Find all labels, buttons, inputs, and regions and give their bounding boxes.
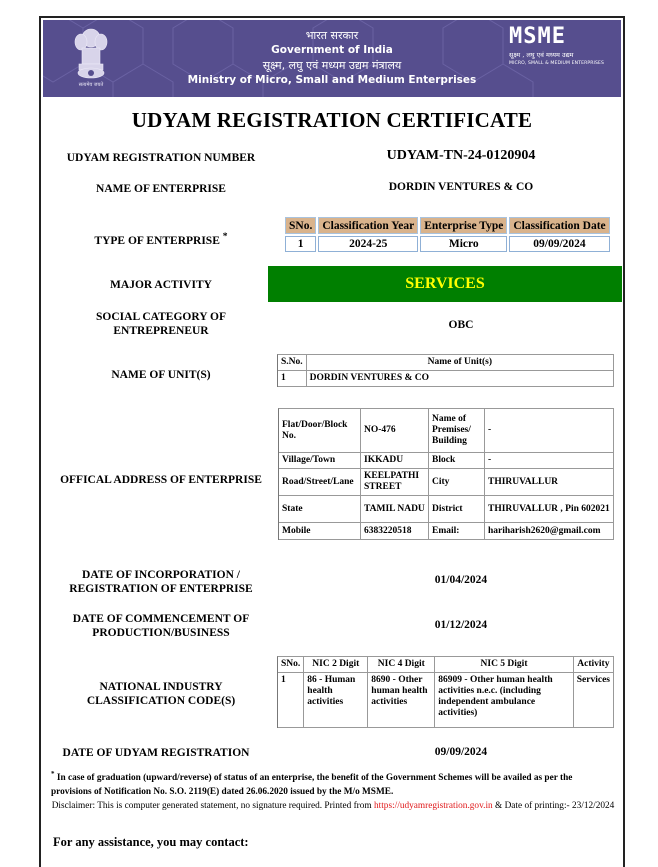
msme-logo-word: MSME [509,24,566,49]
value-city: THIRUVALLUR [485,469,614,496]
social-category-value: OBC [448,319,474,331]
cell-nic-2: 86 - Human health activities [304,673,368,728]
label-block: Block [429,453,485,469]
major-activity-value: SERVICES [268,266,622,302]
hindi-ministry-text: सूक्ष्म, लघु एवं मध्यम उद्यम मंत्रालय [262,59,402,72]
enterprise-name-label: NAME OF ENTERPRISE [96,183,226,195]
footnote-marker: * [222,231,228,242]
cell-sno: 1 [278,673,304,728]
commencement-date-value: 01/12/2024 [434,619,488,631]
commencement-label-line1: DATE OF COMMENCEMENT OF [72,613,250,625]
nic-header-row [278,657,614,673]
government-text: Government of India [271,44,393,56]
value-district: THIRUVALLUR , Pin 602021 [485,496,614,523]
label-flat-door: Flat/Door/Block No. [279,409,361,453]
header-classification-year: Classification Year [318,217,418,234]
label-mobile: Mobile [279,523,361,540]
label-state: State [279,496,361,523]
address-row [279,496,614,523]
incorporation-label-line2: REGISTRATION OF ENTERPRISE [69,583,253,595]
header-nic-5: NIC 5 Digit [435,657,573,673]
footnote-text: In case of graduation (upward/reverse) of status of an enterprise, the benefit of the Government Schemes will be availed as per the provisions of Notification No. S.O. 2119(E) dated 26.06.2020 issued by the M/o MSME. [51,773,573,798]
udyam-registration-date-label: DATE OF UDYAM REGISTRATION [62,747,250,759]
msme-logo-hindi: सूक्ष्म , लघु एवं मध्यम उद्यम [509,51,574,59]
units-label: NAME OF UNIT(S) [111,369,211,381]
value-email: hariharish2620@gmail.com [485,523,614,540]
incorporation-date-label [61,568,261,596]
header-banner [43,20,621,97]
cell-nic-5: 86909 - Other human health activities n.e.c. (including independent ambulance activities) [435,673,573,728]
header-nic-4: NIC 4 Digit [368,657,435,673]
major-activity-label: MAJOR ACTIVITY [110,279,212,291]
cell-unit-name: DORDIN VENTURES & CO [307,371,614,387]
header-activity: Activity [574,657,614,673]
nic-label-line1: NATIONAL INDUSTRY [99,681,223,693]
udyam-registration-link[interactable]: https://udyamregistration.gov.in [373,801,493,811]
assistance-heading: For any assistance, you may contact: [53,835,249,849]
address-label: OFFICAL ADDRESS OF ENTERPRISE [60,474,262,486]
label-premises: Name of Premises/ Building [429,409,485,453]
header-enterprise-type: Enterprise Type [420,217,507,234]
table-row [285,236,610,252]
enterprise-name-value: DORDIN VENTURES & CO [388,181,534,193]
cell-classification-date: 09/09/2024 [509,236,609,252]
certificate-page [39,16,625,867]
printing-date-text: & Date of printing:- 23/12/2024 [492,801,615,811]
commencement-label-line2: PRODUCTION/BUSINESS [92,627,230,639]
cell-nic-4: 8690 - Other human health activities [368,673,435,728]
disclaimer-text: Disclaimer: This is computer generated statement, no signature required. Printed from [51,801,374,811]
header-unit-name: Name of Unit(s) [307,355,614,371]
udyam-registration-date-value: 09/09/2024 [434,746,488,758]
incorporation-date-value: 01/04/2024 [434,574,488,586]
address-row [279,409,614,453]
value-mobile: 6383220518 [361,523,429,540]
cell-sno: 1 [278,371,307,387]
label-district: District [429,496,485,523]
table-row [278,673,614,728]
footnote-marker: * [51,770,55,778]
value-village-town: IKKADU [361,453,429,469]
address-row [279,523,614,540]
nic-table [277,656,614,728]
label-city: City [429,469,485,496]
commencement-date-label [61,612,261,640]
cell-activity: Services [574,673,614,728]
registration-number-label: UDYAM REGISTRATION NUMBER [66,152,256,164]
label-village-town: Village/Town [279,453,361,469]
value-flat-door: NO-476 [361,409,429,453]
units-table [277,354,614,387]
type-of-enterprise-text: TYPE OF ENTERPRISE [94,234,220,247]
value-road-street: KEELPATHI STREET [361,469,429,496]
svg-text:सत्यमेव जयते: सत्यमेव जयते [78,82,104,88]
certificate-title: UDYAM REGISTRATION CERTIFICATE [131,108,533,132]
units-header-row [278,355,614,371]
header-sno: SNo. [285,217,316,234]
header-nic-2: NIC 2 Digit [304,657,368,673]
type-of-enterprise-label [61,230,261,248]
registration-number-value: UDYAM-TN-24-0120904 [386,148,536,163]
social-category-label [61,310,261,338]
header-sno: SNo. [278,657,304,673]
msme-logo [509,26,609,67]
nic-code-label [61,680,261,708]
value-block: - [485,453,614,469]
social-category-label-line1: SOCIAL CATEGORY OF [96,311,226,323]
msme-logo-english: MICRO, SMALL & MEDIUM ENTERPRISES [509,61,605,66]
cell-sno: 1 [285,236,316,252]
cell-classification-year: 2024-25 [318,236,418,252]
address-row [279,469,614,496]
address-row [279,453,614,469]
header-classification-date: Classification Date [509,217,609,234]
hindi-government-text: भारत सरकार [305,29,359,42]
table-row [278,371,614,387]
classification-header-row [285,217,610,234]
label-email: Email: [429,523,485,540]
value-state: TAMIL NADU [361,496,429,523]
social-category-label-line2: ENTREPRENEUR [113,325,209,337]
ministry-text: Ministry of Micro, Small and Medium Enterprises [187,74,477,86]
nic-label-line2: CLASSIFICATION CODE(S) [86,695,236,707]
cell-enterprise-type: Micro [420,236,507,252]
label-road-street: Road/Street/Lane [279,469,361,496]
graduation-footnote [51,767,615,799]
address-table [278,408,614,540]
disclaimer [51,800,615,813]
incorporation-label-line1: DATE OF INCORPORATION / [82,569,240,581]
header-sno: S.No. [278,355,307,371]
value-premises: - [485,409,614,453]
classification-table [283,215,612,254]
